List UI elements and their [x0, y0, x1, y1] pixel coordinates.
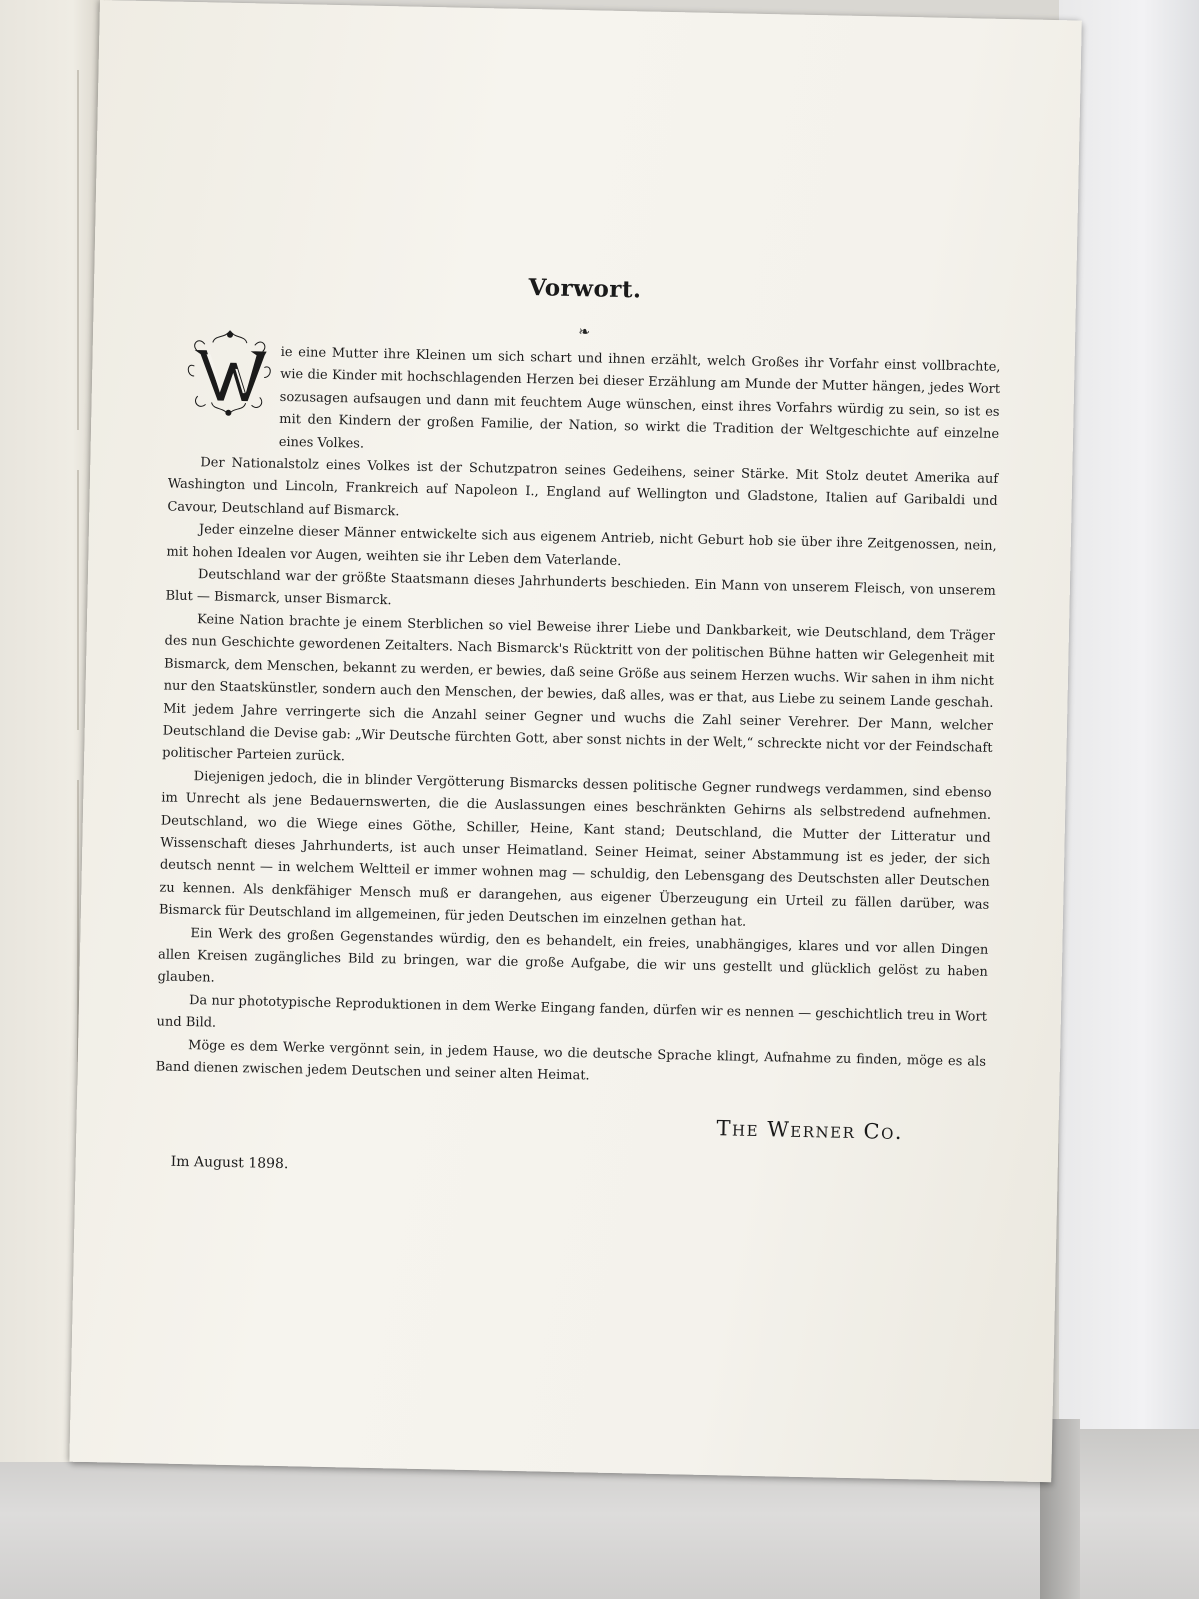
binding-stitch — [77, 470, 79, 730]
background-right — [1059, 0, 1199, 1599]
paragraph: Ein Werk des großen Gegenstandes würdig, den es behandelt, ein freies, unabhängiges, klares und vor allen Dingen allen Kreisen zugängliches Bild zu bringen, war die große Aufgabe, die wir uns gestellt und glücklich gelöst zu haben glauben. — [157, 925, 989, 986]
page-title: Vorwort. — [528, 274, 642, 304]
paragraph: Der Nationalstolz eines Volkes ist der Schutzpatron seines Gedeihens, seiner Stärke. Mit Stolz deutet Amerika auf Washington und Lincoln, Frankreich auf Napoleon I., England auf Wellington und Gladstone, Italien auf Garibaldi und Cavour, Deutschland auf Bismarck. — [167, 455, 999, 520]
paragraph: Möge es dem Werke vergönnt sein, in jedem Hause, wo die deutsche Sprache klingt, Aufnahme zu finden, möge es als Band dienen zwischen jedem Deutschen und seiner alten Heimat. — [155, 1037, 987, 1084]
publisher-signature: The Werner Co. — [716, 1116, 904, 1145]
paragraph: Keine Nation brachte je einem Sterblichen so viel Beweise ihrer Liebe und Dankbarkeit, wie Deutschland, dem Träger des nun Geschichte gewordenen Zeitalters. Nach Bismarck's Rücktritt von der politischen Bühne hatten wir Gelegenheit mit Bismarck, dem Menschen, bekannt zu werden, er bewies, daß seine Größe aus seinem Herzen wuchs. Wir sahen in ihm nicht nur den Staatskünstler, sondern auch den Menschen, der bewies, daß alles, was er that, aus Liebe zu seinem Lande geschah. Mit jedem Jahre verringerte sich die Anzahl seiner Gegner und wuchs die Zahl seiner Verehrer. Der Mann, welcher Deutschland die Devise gab: „Wir Deutsche fürchten Gott, aber sonst nichts in der Welt,“ schreckte nicht vor der Feindschaft politischer Parteien zurück. — [162, 612, 996, 765]
preface-text — [155, 340, 1000, 1097]
paragraph: Deutschland war der größte Staatsmann dieses Jahrhunderts beschieden. Ein Mann von unserem Fleisch, von unserem Blut — Bismarck, unser Bismarck. — [165, 567, 996, 609]
book-page — [69, 0, 1081, 1482]
paragraph: Da nur phototypische Reproduktionen in dem Werke Eingang fanden, dürfen wir es nennen — geschichtlich treu in Wort und Bild. — [156, 992, 988, 1031]
paragraph: ie eine Mutter ihre Kleinen um sich schart und ihnen erzählt, welch Großes ihr Vorfahr einst vollbrachte, wie die Kinder mit hochschlagenden Herzen bei dieser Erzählung am Munde der Mutter hängen, jedes Wort sozusagen aufsaugen und dann mit feuchtem Auge wünschen, einst ihres Vorfahrs würdig zu sein, so ist es mit den Kindern der großen Familie, der Nation, so wirkt die Tradition der Weltgeschichte auf einzelne eines Volkes. — [278, 344, 1001, 452]
binding-stitch — [77, 70, 79, 430]
paragraph: Diejenigen jedoch, die in blinder Vergötterung Bismarcks dessen politische Gegner rundwegs verdammen, sind ebenso im Unrecht als jene Bedauernswerten, die die Auslassungen eines beschränkten Gehirns als selbstredend aufnehmen. Deutschland, wo die Wiege eines Göthe, Schiller, Heine, Kant stand; Deutschland, die Mutter der Litteratur und Wissenschaft dieses Jahrhunderts, ist auch unser Heimatland. Seiner Heimat, seiner Abstammung ist es jeder, der sich deutsch nennt — in welchem Weltteil er immer wohnen mag — schuldig, den Lebensgang des Deutschsten aller Deutschen zu kennen. Als denkfähiger Mensch muß er darangehen, aus eigener Überzeugung ein Urteil zu fällen darüber, was Bismarck für Deutschland im allgemeinen, für jeden Deutschen im einzelnen gethan hat. — [158, 768, 992, 930]
paragraph: Jeder einzelne dieser Männer entwickelte sich aus eigenem Antrieb, nicht Geburt hob sie über ihre Zeitgenossen, nein, mit hohen Idealen vor Augen, weihten sie ihr Leben dem Vaterlande. — [166, 522, 997, 569]
dateline: Im August 1898. — [170, 1153, 289, 1173]
ornament-icon: ❧ — [578, 324, 591, 341]
